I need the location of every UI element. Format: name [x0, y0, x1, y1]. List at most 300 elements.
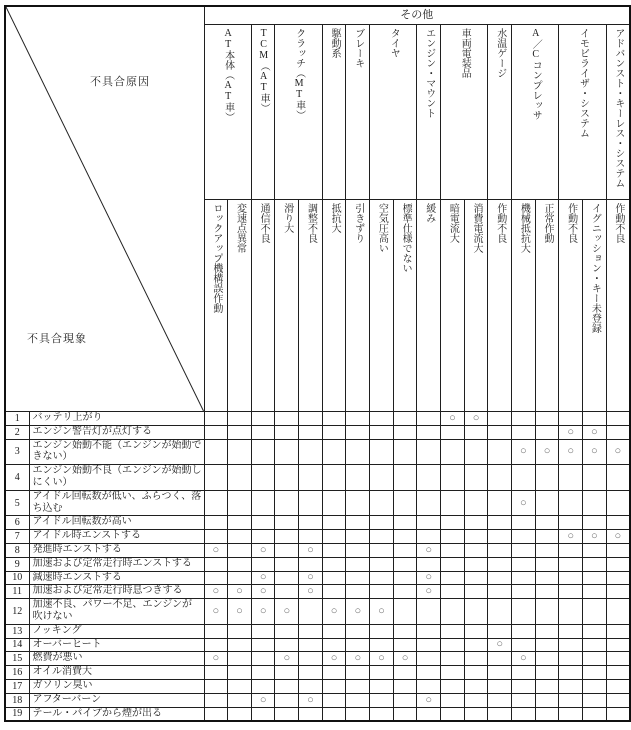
cause-group-header [204, 25, 251, 200]
empty-mark-cell [606, 652, 630, 666]
empty-mark-cell [583, 543, 607, 557]
empty-mark-cell [464, 707, 488, 721]
empty-mark-cell [535, 571, 559, 585]
row-number: 5 [5, 490, 29, 516]
empty-mark-cell [441, 543, 465, 557]
cause-group-header [606, 25, 630, 200]
applicability-mark-cell: ○ [228, 599, 252, 625]
empty-mark-cell [322, 666, 346, 680]
empty-mark-cell [464, 666, 488, 680]
empty-mark-cell [512, 666, 536, 680]
empty-mark-cell [606, 585, 630, 599]
cause-column-header [275, 200, 299, 412]
empty-mark-cell [488, 543, 512, 557]
empty-mark-cell [559, 679, 583, 693]
phenomenon-row [5, 439, 630, 465]
empty-mark-cell [322, 425, 346, 439]
empty-mark-cell [488, 490, 512, 516]
empty-mark-cell [322, 516, 346, 530]
empty-mark-cell [275, 571, 299, 585]
empty-mark-cell [441, 516, 465, 530]
empty-mark-cell [251, 530, 275, 544]
empty-mark-cell [488, 557, 512, 571]
empty-mark-cell [299, 557, 323, 571]
row-number: 18 [5, 693, 29, 707]
empty-mark-cell [346, 638, 370, 652]
empty-mark-cell [559, 666, 583, 680]
cause-group-label: 水温ゲージ [494, 28, 506, 78]
applicability-mark-cell: ○ [441, 412, 465, 426]
cause-group-header [417, 25, 441, 200]
applicability-mark-cell: ○ [393, 652, 417, 666]
cause-group-label: 車両電装品 [459, 28, 471, 78]
empty-mark-cell [346, 666, 370, 680]
empty-mark-cell [441, 425, 465, 439]
phenomenon-label: エンジン警告灯が点灯する [29, 425, 204, 439]
empty-mark-cell [488, 530, 512, 544]
applicability-mark-cell: ○ [251, 543, 275, 557]
empty-mark-cell [393, 599, 417, 625]
applicability-mark-cell: ○ [606, 439, 630, 465]
cause-group-label: TCM（AT車） [258, 28, 270, 113]
empty-mark-cell [606, 599, 630, 625]
empty-mark-cell [488, 439, 512, 465]
empty-mark-cell [583, 666, 607, 680]
empty-mark-cell [275, 425, 299, 439]
empty-mark-cell [535, 624, 559, 638]
empty-mark-cell [464, 679, 488, 693]
empty-mark-cell [251, 624, 275, 638]
empty-mark-cell [535, 707, 559, 721]
empty-mark-cell [606, 693, 630, 707]
empty-mark-cell [606, 490, 630, 516]
applicability-mark-cell: ○ [417, 571, 441, 585]
empty-mark-cell [464, 543, 488, 557]
empty-mark-cell [275, 543, 299, 557]
phenomenon-row [5, 425, 630, 439]
cause-group-header [441, 25, 488, 200]
empty-mark-cell [275, 638, 299, 652]
row-number: 7 [5, 530, 29, 544]
applicability-mark-cell: ○ [488, 638, 512, 652]
empty-mark-cell [535, 530, 559, 544]
empty-mark-cell [512, 624, 536, 638]
phenomenon-row [5, 490, 630, 516]
empty-mark-cell [275, 585, 299, 599]
empty-mark-cell [464, 571, 488, 585]
empty-mark-cell [583, 599, 607, 625]
cause-column-label: 抵抗大 [329, 203, 341, 233]
empty-mark-cell [346, 516, 370, 530]
cause-column-label: 作動不良 [612, 203, 624, 243]
empty-mark-cell [559, 707, 583, 721]
empty-mark-cell [275, 439, 299, 465]
empty-mark-cell [322, 439, 346, 465]
empty-mark-cell [346, 693, 370, 707]
empty-mark-cell [417, 412, 441, 426]
empty-mark-cell [204, 557, 228, 571]
cause-column-header [417, 200, 441, 412]
row-number: 8 [5, 543, 29, 557]
empty-mark-cell [370, 679, 394, 693]
empty-mark-cell [606, 707, 630, 721]
row-number: 19 [5, 707, 29, 721]
empty-mark-cell [393, 707, 417, 721]
empty-mark-cell [441, 599, 465, 625]
empty-mark-cell [417, 599, 441, 625]
phenomenon-row [5, 693, 630, 707]
empty-mark-cell [559, 585, 583, 599]
row-number: 9 [5, 557, 29, 571]
empty-mark-cell [512, 585, 536, 599]
empty-mark-cell [559, 557, 583, 571]
troubleshooting-matrix [4, 5, 631, 722]
empty-mark-cell [370, 439, 394, 465]
empty-mark-cell [228, 439, 252, 465]
empty-mark-cell [417, 557, 441, 571]
empty-mark-cell [322, 707, 346, 721]
cause-column-header [251, 200, 275, 412]
empty-mark-cell [346, 707, 370, 721]
empty-mark-cell [322, 490, 346, 516]
empty-mark-cell [228, 652, 252, 666]
cause-group-header [322, 25, 346, 200]
cause-group-label: 駆動系 [329, 28, 341, 58]
applicability-mark-cell: ○ [204, 599, 228, 625]
phenomenon-row [5, 585, 630, 599]
empty-mark-cell [228, 490, 252, 516]
empty-mark-cell [370, 707, 394, 721]
empty-mark-cell [488, 585, 512, 599]
row-number: 15 [5, 652, 29, 666]
applicability-mark-cell: ○ [370, 652, 394, 666]
empty-mark-cell [393, 557, 417, 571]
empty-mark-cell [393, 693, 417, 707]
other-header-row [5, 6, 630, 25]
cause-column-header [535, 200, 559, 412]
empty-mark-cell [228, 543, 252, 557]
empty-mark-cell [393, 490, 417, 516]
empty-mark-cell [535, 412, 559, 426]
phenomenon-row [5, 624, 630, 638]
empty-mark-cell [559, 599, 583, 625]
empty-mark-cell [441, 679, 465, 693]
empty-mark-cell [393, 638, 417, 652]
phenomenon-label: 発進時エンストする [29, 543, 204, 557]
phenomenon-label: エンジン始動不良（エンジンが始動しにくい） [29, 465, 204, 491]
empty-mark-cell [535, 557, 559, 571]
phenomenon-row [5, 465, 630, 491]
applicability-mark-cell: ○ [370, 599, 394, 625]
cause-column-header [370, 200, 394, 412]
empty-mark-cell [393, 624, 417, 638]
empty-mark-cell [346, 543, 370, 557]
empty-mark-cell [583, 465, 607, 491]
empty-mark-cell [322, 571, 346, 585]
empty-mark-cell [488, 652, 512, 666]
empty-mark-cell [464, 585, 488, 599]
empty-mark-cell [417, 652, 441, 666]
empty-mark-cell [512, 557, 536, 571]
empty-mark-cell [275, 624, 299, 638]
applicability-mark-cell: ○ [251, 599, 275, 625]
empty-mark-cell [464, 638, 488, 652]
empty-mark-cell [583, 624, 607, 638]
empty-mark-cell [488, 571, 512, 585]
cause-column-label: 正常作動 [542, 203, 554, 243]
phenomenon-label: バッテリ上がり [29, 412, 204, 426]
cause-column-label: 作動不良 [565, 203, 577, 243]
diagonal-line [6, 7, 204, 411]
cause-column-label: イグニッション・キー未登録 [589, 203, 601, 333]
cause-group-label: イモビライザ・システム [577, 28, 589, 138]
empty-mark-cell [370, 693, 394, 707]
empty-mark-cell [559, 571, 583, 585]
empty-mark-cell [393, 465, 417, 491]
empty-mark-cell [512, 571, 536, 585]
phenomenon-label: 減速時エンストする [29, 571, 204, 585]
empty-mark-cell [464, 530, 488, 544]
empty-mark-cell [299, 425, 323, 439]
cause-column-label: 変速点異常 [234, 203, 246, 253]
empty-mark-cell [441, 439, 465, 465]
empty-mark-cell [228, 530, 252, 544]
row-number: 13 [5, 624, 29, 638]
cause-group-label: アドバンスト・キーレス・システム [612, 28, 624, 188]
empty-mark-cell [275, 557, 299, 571]
applicability-mark-cell: ○ [346, 599, 370, 625]
empty-mark-cell [441, 490, 465, 516]
empty-mark-cell [559, 412, 583, 426]
phenomenon-row [5, 530, 630, 544]
phenomenon-row [5, 557, 630, 571]
empty-mark-cell [583, 571, 607, 585]
empty-mark-cell [583, 707, 607, 721]
row-number: 6 [5, 516, 29, 530]
cause-column-header [228, 200, 252, 412]
empty-mark-cell [417, 530, 441, 544]
empty-mark-cell [204, 571, 228, 585]
phenomenon-row [5, 516, 630, 530]
empty-mark-cell [464, 516, 488, 530]
empty-mark-cell [464, 652, 488, 666]
cause-group-header [559, 25, 606, 200]
empty-mark-cell [251, 439, 275, 465]
empty-mark-cell [464, 425, 488, 439]
phenomenon-label: 加速および定常走行時息つきする [29, 585, 204, 599]
empty-mark-cell [346, 412, 370, 426]
phenomenon-label: エンジン始動不能（エンジンが始動できない） [29, 439, 204, 465]
empty-mark-cell [204, 530, 228, 544]
empty-mark-cell [299, 638, 323, 652]
empty-mark-cell [606, 679, 630, 693]
cause-column-header [393, 200, 417, 412]
cause-group-label: クラッチ（MT車） [293, 28, 305, 120]
empty-mark-cell [417, 638, 441, 652]
empty-mark-cell [251, 516, 275, 530]
empty-mark-cell [346, 530, 370, 544]
diagonal-header-cell [5, 6, 204, 412]
empty-mark-cell [535, 666, 559, 680]
empty-mark-cell [228, 638, 252, 652]
empty-mark-cell [228, 693, 252, 707]
applicability-mark-cell: ○ [228, 585, 252, 599]
empty-mark-cell [370, 490, 394, 516]
empty-mark-cell [441, 638, 465, 652]
empty-mark-cell [393, 585, 417, 599]
applicability-mark-cell: ○ [559, 425, 583, 439]
empty-mark-cell [275, 490, 299, 516]
empty-mark-cell [559, 516, 583, 530]
empty-mark-cell [275, 707, 299, 721]
applicability-mark-cell: ○ [322, 652, 346, 666]
empty-mark-cell [228, 666, 252, 680]
empty-mark-cell [322, 585, 346, 599]
empty-mark-cell [299, 679, 323, 693]
empty-mark-cell [606, 543, 630, 557]
empty-mark-cell [370, 516, 394, 530]
empty-mark-cell [488, 624, 512, 638]
empty-mark-cell [441, 666, 465, 680]
empty-mark-cell [204, 679, 228, 693]
empty-mark-cell [606, 425, 630, 439]
applicability-mark-cell: ○ [559, 530, 583, 544]
empty-mark-cell [228, 679, 252, 693]
empty-mark-cell [322, 530, 346, 544]
cause-group-label: ブレーキ [352, 28, 364, 68]
empty-mark-cell [583, 557, 607, 571]
empty-mark-cell [441, 571, 465, 585]
empty-mark-cell [583, 652, 607, 666]
applicability-mark-cell: ○ [204, 652, 228, 666]
empty-mark-cell [583, 412, 607, 426]
empty-mark-cell [322, 638, 346, 652]
empty-mark-cell [606, 666, 630, 680]
applicability-mark-cell: ○ [583, 439, 607, 465]
empty-mark-cell [535, 693, 559, 707]
empty-mark-cell [251, 465, 275, 491]
empty-mark-cell [346, 425, 370, 439]
phenomenon-label: オーバーヒート [29, 638, 204, 652]
phenomenon-label: アイドル回転数が高い [29, 516, 204, 530]
empty-mark-cell [204, 490, 228, 516]
applicability-mark-cell: ○ [512, 439, 536, 465]
empty-mark-cell [370, 571, 394, 585]
empty-mark-cell [393, 571, 417, 585]
empty-mark-cell [393, 412, 417, 426]
cause-column-header [559, 200, 583, 412]
empty-mark-cell [370, 585, 394, 599]
empty-mark-cell [488, 425, 512, 439]
row-number: 1 [5, 412, 29, 426]
empty-mark-cell [512, 530, 536, 544]
empty-mark-cell [441, 652, 465, 666]
empty-mark-cell [512, 638, 536, 652]
empty-mark-cell [464, 465, 488, 491]
empty-mark-cell [559, 465, 583, 491]
applicability-mark-cell: ○ [275, 599, 299, 625]
empty-mark-cell [228, 707, 252, 721]
empty-mark-cell [299, 652, 323, 666]
empty-mark-cell [346, 624, 370, 638]
applicability-mark-cell: ○ [299, 693, 323, 707]
empty-mark-cell [464, 599, 488, 625]
empty-mark-cell [417, 425, 441, 439]
empty-mark-cell [512, 679, 536, 693]
empty-mark-cell [606, 557, 630, 571]
phenomenon-row [5, 571, 630, 585]
cause-group-header [275, 25, 322, 200]
empty-mark-cell [417, 624, 441, 638]
cause-column-header [512, 200, 536, 412]
empty-mark-cell [370, 557, 394, 571]
empty-mark-cell [370, 624, 394, 638]
empty-mark-cell [606, 516, 630, 530]
cause-column-header [464, 200, 488, 412]
applicability-mark-cell: ○ [417, 693, 441, 707]
cause-column-label: 機械抵抗大 [518, 203, 530, 253]
empty-mark-cell [583, 516, 607, 530]
empty-mark-cell [417, 516, 441, 530]
empty-mark-cell [559, 543, 583, 557]
empty-mark-cell [535, 465, 559, 491]
empty-mark-cell [535, 585, 559, 599]
applicability-mark-cell: ○ [559, 439, 583, 465]
cause-column-header [322, 200, 346, 412]
empty-mark-cell [204, 465, 228, 491]
row-number: 4 [5, 465, 29, 491]
other-category-header: その他 [204, 6, 630, 25]
empty-mark-cell [535, 543, 559, 557]
cause-column-label: 通信不良 [258, 203, 270, 243]
empty-mark-cell [583, 585, 607, 599]
empty-mark-cell [299, 624, 323, 638]
empty-mark-cell [251, 557, 275, 571]
phenomenon-label: 加速および定常走行時エンストする [29, 557, 204, 571]
applicability-mark-cell: ○ [464, 412, 488, 426]
applicability-mark-cell: ○ [322, 599, 346, 625]
applicability-mark-cell: ○ [251, 585, 275, 599]
empty-mark-cell [488, 516, 512, 530]
phenomenon-row [5, 543, 630, 557]
empty-mark-cell [393, 516, 417, 530]
phenomenon-row [5, 599, 630, 625]
empty-mark-cell [512, 412, 536, 426]
applicability-mark-cell: ○ [299, 543, 323, 557]
empty-mark-cell [346, 439, 370, 465]
applicability-mark-cell: ○ [417, 543, 441, 557]
empty-mark-cell [251, 412, 275, 426]
applicability-mark-cell: ○ [204, 585, 228, 599]
phenomenon-row [5, 638, 630, 652]
cause-column-header [488, 200, 512, 412]
empty-mark-cell [204, 666, 228, 680]
empty-mark-cell [322, 557, 346, 571]
phenomenon-row [5, 652, 630, 666]
empty-mark-cell [322, 412, 346, 426]
applicability-mark-cell: ○ [606, 530, 630, 544]
empty-mark-cell [275, 666, 299, 680]
empty-mark-cell [299, 516, 323, 530]
phenomena-body [5, 412, 630, 722]
empty-mark-cell [251, 490, 275, 516]
empty-mark-cell [251, 425, 275, 439]
empty-mark-cell [441, 693, 465, 707]
applicability-mark-cell: ○ [275, 652, 299, 666]
empty-mark-cell [322, 679, 346, 693]
cause-column-header [346, 200, 370, 412]
empty-mark-cell [299, 599, 323, 625]
